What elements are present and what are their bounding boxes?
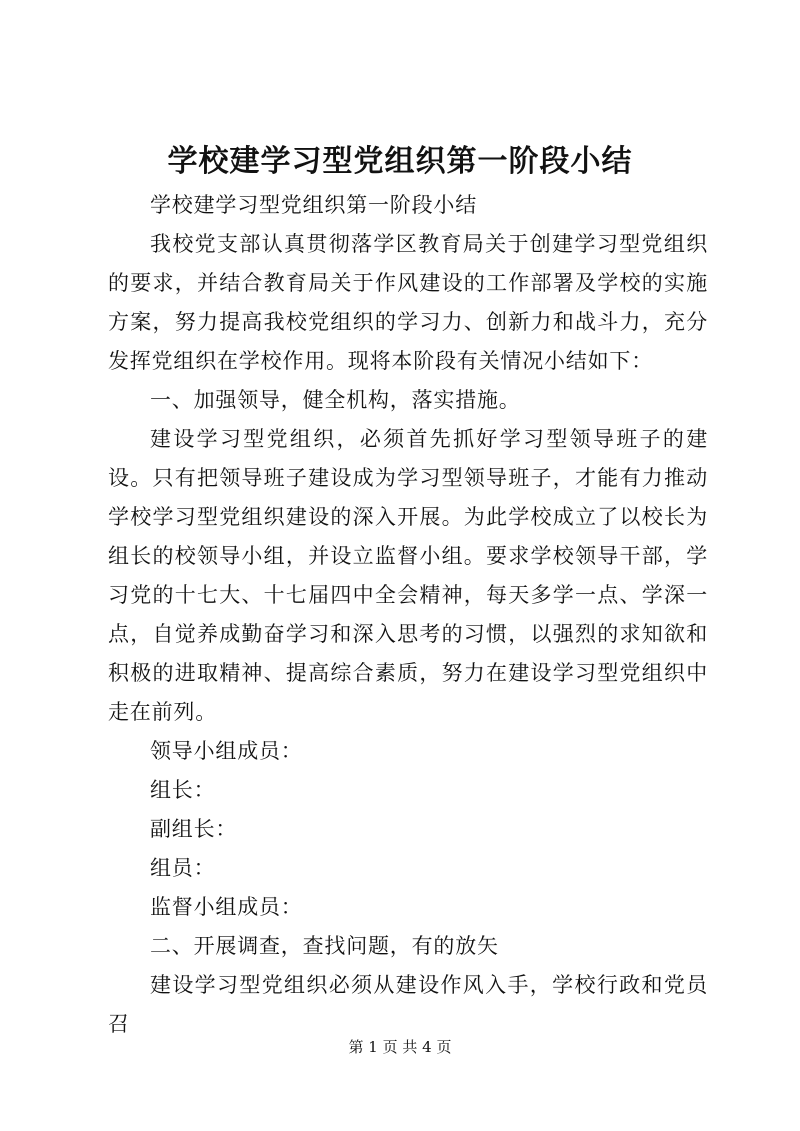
list-item-supervisors: 监督小组成员： [150, 895, 303, 919]
list-item-leader: 组长： [150, 778, 216, 802]
paragraph-subtitle: 学校建学习型党组织第一阶段小结 [150, 193, 477, 217]
section-heading-2: 二、开展调查，查找问题，有的放矢 [150, 934, 499, 958]
paragraph-section-1: 建设学习型党组织，必须首先抓好学习型领导班子的建设。只有把领导班子建设成为学习型领导班子，才能有力推动学校学习型党组织建设的深入开展。为此学校成立了以校长为组长的校领导小组，并设立监督小组。要求学校领导干部，学习党的十七大、十七届四中全会精神，每天多学一点、学深一点，自觉养成勤奋学习和深入思考的习惯，以强烈的求知欲和积极的进取精神、提高综合素质，努力在建设学习型党组织中走在前列。 [108, 427, 708, 724]
paragraph-section-2: 建设学习型党组织必须从建设作风入手，学校行政和党员召 [108, 973, 708, 1036]
section-heading-1: 一、加强领导，健全机构，落实措施。 [150, 388, 521, 412]
document-body [108, 186, 708, 1044]
list-item-deputy: 副组长： [150, 817, 238, 841]
paragraph-intro: 我校党支部认真贯彻落学区教育局关于创建学习型党组织的要求，并结合教育局关于作风建设的工作部署及学校的实施方案，努力提高我校党组织的学习力、创新力和战斗力，充分发挥党组织在学校作用。现将本阶段有关情况小结如下： [108, 232, 708, 373]
document-title: 学校建学习型党组织第一阶段小结 [167, 144, 633, 179]
page-number: 第 1 页 共 4 页 [348, 1038, 452, 1056]
list-item-leaders: 领导小组成员： [150, 739, 303, 763]
list-item-members: 组员： [150, 856, 216, 880]
